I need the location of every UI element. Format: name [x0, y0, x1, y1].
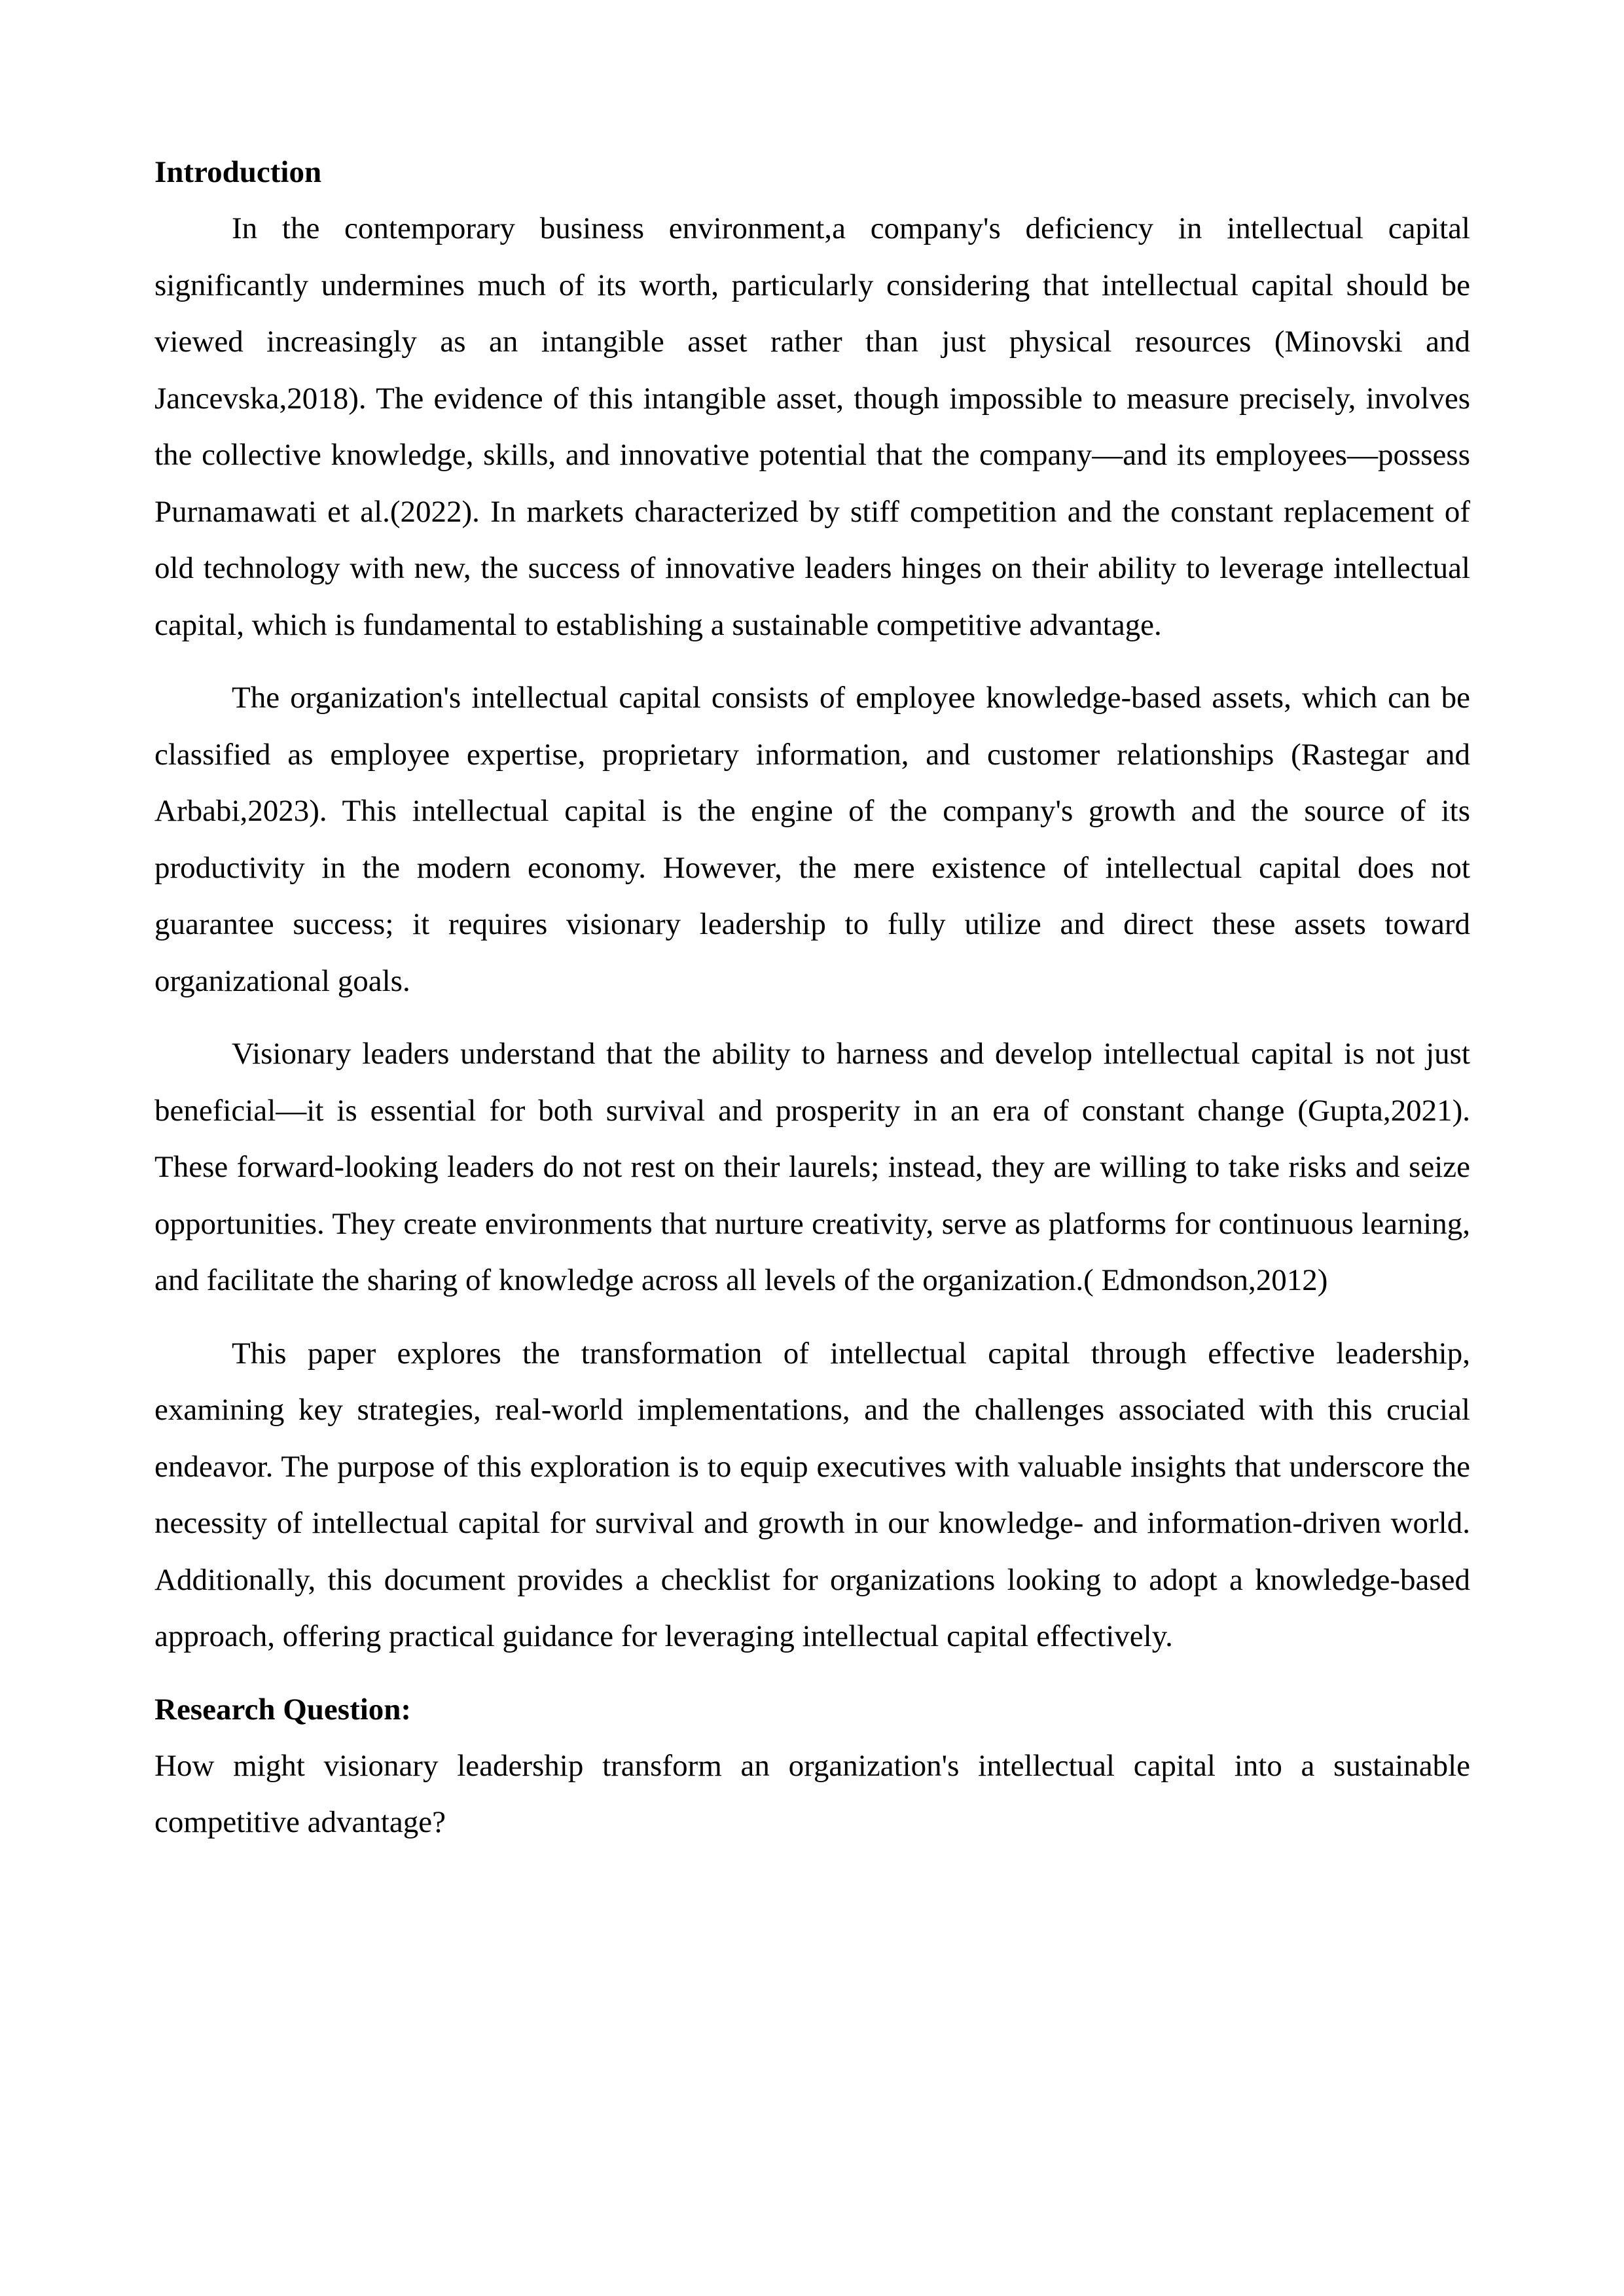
document-page: [154, 144, 1470, 1851]
section-heading-introduction: Introduction: [154, 155, 322, 189]
intro-paragraph-4: This paper explores the transformation of intellectual capital through effective leadership, examining key strategies, real-world implementations, and the challenges associated with this crucial endeavor. The purpose of this exploration is to equip executives with valuable insights that underscore the necessity of intellectual capital for survival and growth in our knowledge- and information-driven world. Additionally, this document provides a checklist for organizations looking to adopt a knowledge-based approach, offering practical guidance for leveraging intellectual capital effectively.: [154, 1336, 1470, 1653]
intro-paragraph-2: The organization's intellectual capital consists of employee knowledge-based assets, which can be classified as employee expertise, proprietary information, and customer relationships (Rastegar and Arbabi,2023). This intellectual capital is the engine of the company's growth and the source of its productivity in the modern economy. However, the mere existence of intellectual capital does not guarantee success; it requires visionary leadership to fully utilize and direct these assets toward organizational goals.: [154, 681, 1470, 998]
section-heading-research-question: Research Question:: [154, 1692, 412, 1727]
intro-paragraph-1: In the contemporary business environment,a company's deficiency in intellectual capital significantly undermines much of its worth, particularly considering that intellectual capital should be viewed increasingly as an intangible asset rather than just physical resources (Minovski and Jancevska,2018). The evidence of this intangible asset, though impossible to measure precisely, involves the collective knowledge, skills, and innovative potential that the company—and its employees—possess Purnamawati et al.(2022). In markets characterized by stiff competition and the constant replacement of old technology with new, the success of innovative leaders hinges on their ability to leverage intellectual capital, which is fundamental to establishing a sustainable competitive advantage.: [154, 211, 1470, 642]
research-question-text: How might visionary leadership transform an organization's intellectual capital into a sustainable competitive advantage?: [154, 1748, 1470, 1839]
intro-paragraph-3: Visionary leaders understand that the ability to harness and develop intellectual capital is not just beneficial—it is essential for both survival and prosperity in an era of constant change (Gupta,2021). These forward-looking leaders do not rest on their laurels; instead, they are willing to take risks and seize opportunities. They create environments that nurture creativity, serve as platforms for continuous learning, and facilitate the sharing of knowledge across all levels of the organization.( Edmondson,2012): [154, 1037, 1470, 1297]
